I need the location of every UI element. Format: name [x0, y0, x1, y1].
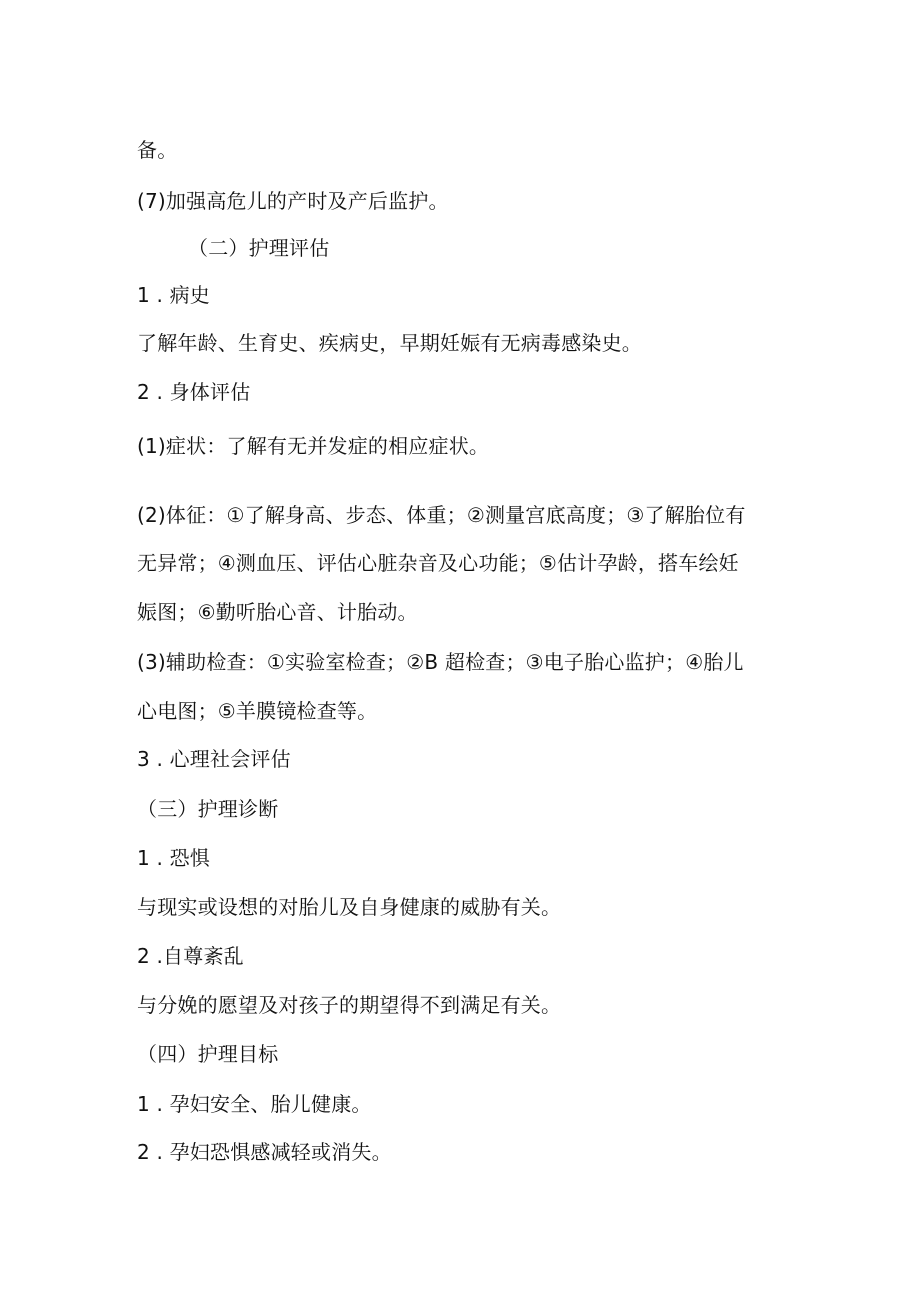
subsection-heading: 2 .自尊紊乱: [137, 944, 244, 968]
subsection-heading: 3 . 心理社会评估: [137, 747, 291, 771]
text-line: 心电图；⑤羊膜镜检查等。: [137, 699, 378, 723]
text-line: 与分娩的愿望及对孩子的期望得不到满足有关。: [137, 993, 562, 1017]
section-heading: （二）护理评估: [188, 236, 330, 260]
text-line: 与现实或设想的对胎儿及自身健康的威胁有关。: [137, 895, 562, 919]
subsection-heading: 2 . 身体评估: [137, 380, 251, 404]
text-line: 了解年龄、生育史、疾病史，早期妊娠有无病毒感染史。: [137, 331, 642, 355]
text-line: 娠图；⑥勤听胎心音、计胎动。: [137, 600, 418, 624]
text-line: (7)加强高危儿的产时及产后监护。: [137, 189, 449, 213]
text-line: 无异常；④测血压、评估心脏杂音及心功能；⑤估计孕龄，搭车绘妊: [137, 551, 739, 575]
text-line: (2)体征：①了解身高、步态、体重；②测量宫底高度；③了解胎位有: [137, 503, 746, 527]
text-line: 备。: [137, 138, 178, 162]
text-line: (1)症状：了解有无并发症的相应症状。: [137, 434, 490, 458]
section-heading: （三）护理诊断: [137, 797, 279, 821]
subsection-heading: 2 . 孕妇恐惧感减轻或消失。: [137, 1140, 392, 1164]
section-heading: （四）护理目标: [137, 1042, 279, 1066]
text-line: (3)辅助检查：①实验室检查；②B 超检查；③电子胎心监护；④胎儿: [137, 650, 744, 674]
subsection-heading: 1 . 病史: [137, 283, 210, 307]
subsection-heading: 1 . 孕妇安全、胎儿健康。: [137, 1092, 372, 1116]
subsection-heading: 1 . 恐惧: [137, 846, 210, 870]
